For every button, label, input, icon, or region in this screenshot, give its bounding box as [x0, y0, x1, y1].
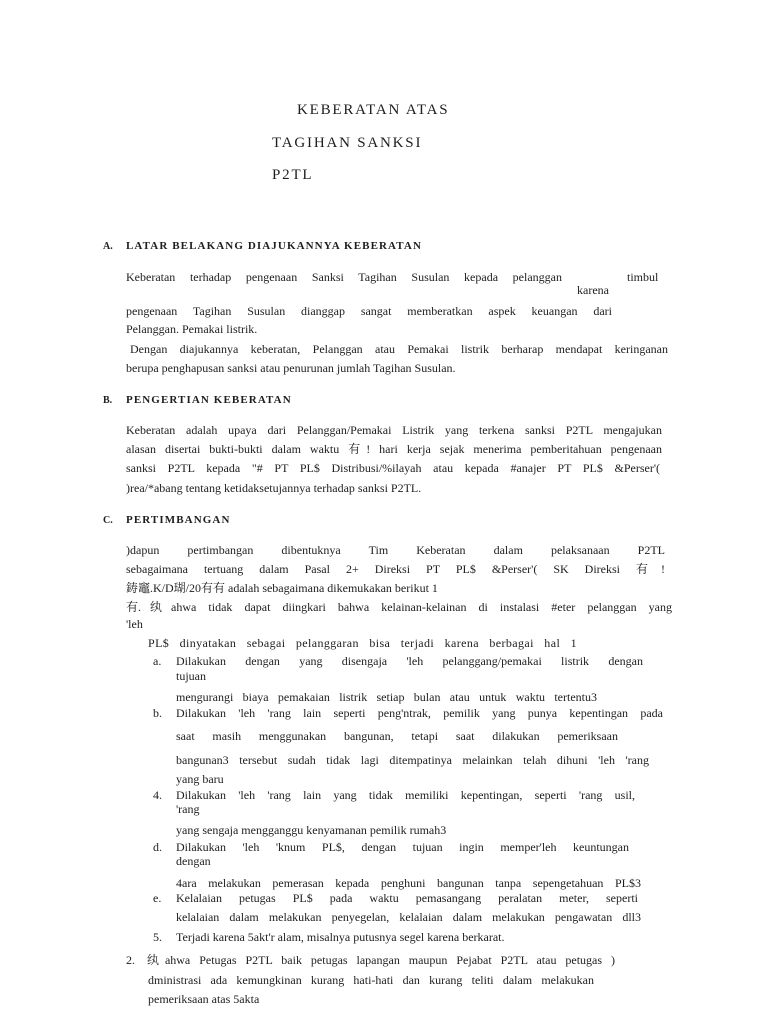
list-item-line: Dilakukan 'leh 'rang lain seperti peng'ntrak, pemilik yang punya kepentingan pada [176, 706, 663, 720]
paragraph-line: )dapun pertimbangan dibentuknya Tim Keberatan dalam pelaksanaan P2TL [126, 543, 665, 557]
document-title-line-2: TAGIHAN SANKSI [272, 135, 423, 151]
list-number: 有. [126, 600, 142, 614]
list-item-line: saat masih menggunakan bangunan, tetapi saat dilakukan pemeriksaan [176, 729, 618, 743]
list-item-line: dministrasi ada kemungkinan kurang hati-hati dan kurang teliti dalam melakukan [148, 973, 594, 987]
list-item-line: yang sengaja mengganggu kenyamanan pemilik rumah3 [176, 823, 447, 837]
section-heading: LATAR BELAKANG DIAJUKANNYA KEBERATAN [126, 240, 422, 252]
list-item-line: mengurangi biaya pemakaian listrik setiap bulan atau untuk waktu tertentu3 [176, 690, 597, 704]
paragraph-line: karena [577, 283, 609, 297]
list-marker: a. [153, 654, 162, 668]
document-title-line-1: KEBERATAN ATAS [297, 102, 450, 118]
list-item-line: pemeriksaan atas 5akta [148, 992, 260, 1006]
paragraph-line: sanksi P2TL kepada "# PT PL$ Distribusi/%ilayah atau kepada #anajer PT PL$ &Perser'( [126, 461, 660, 475]
list-item-line: 'rang [176, 802, 200, 816]
list-item-line: 纨ahwa Petugas P2TL baik petugas lapangan maupun Pejabat P2TL atau petugas ) [147, 953, 615, 967]
document-title-line-3: P2TL [272, 167, 314, 183]
paragraph-line: timbul [627, 270, 659, 284]
list-marker: e. [153, 891, 162, 905]
section-marker: B. [103, 395, 113, 406]
list-item-line: dengan [176, 854, 211, 868]
list-item-line: Terjadi karena 5akt'r alam, misalnya putusnya segel karena berkarat. [176, 930, 505, 944]
list-item-line: 纨ahwa tidak dapat diingkari bahwa kelainan-kelainan di instalasi #eter pelanggan yang [150, 600, 672, 614]
list-marker: 5. [153, 930, 162, 944]
paragraph-line: 鋳竈.K/D瑚/20有有 adalah sebagaimana dikemukakan berikut 1 [126, 581, 438, 595]
list-item-line: kelalaian dalam melakukan penyegelan, kelalaian dalam melakukan pengawatan dll3 [176, 910, 641, 924]
paragraph-line: sebagaimana tertuang dalam Pasal 2+ Direksi PT PL$ &Perser'( SK Direksi 有! [126, 562, 665, 576]
list-item-line: tujuan [176, 669, 206, 683]
section-heading: PERTIMBANGAN [126, 514, 231, 526]
list-item-line: 4ara melakukan pemerasan kepada penghuni bangunan tanpa sepengetahuan PL$3 [176, 876, 641, 890]
list-item-line: Dilakukan 'leh 'rang lain yang tidak memiliki kepentingan, seperti 'rang usil, [176, 788, 635, 802]
paragraph-line: alasan disertai bukti-bukti dalam waktu 有! hari kerja sejak menerima pemberitahuan pengenaan [126, 442, 662, 456]
list-marker: 4. [153, 788, 162, 802]
section-heading: PENGERTIAN KEBERATAN [126, 394, 292, 406]
list-item-line: Dilakukan 'leh 'knum PL$, dengan tujuan ingin memper'leh keuntungan [176, 840, 629, 854]
list-number: 2. [126, 953, 135, 967]
paragraph-line: Keberatan terhadap pengenaan Sanksi Tagihan Susulan kepada pelanggan [126, 270, 562, 284]
paragraph-line: berupa penghapusan sanksi atau penurunan jumlah Tagihan Susulan. [126, 361, 456, 375]
list-item-line: 'leh [126, 617, 143, 631]
list-item-line: Kelalaian petugas PL$ pada waktu pemasangang peralatan meter, seperti [176, 891, 638, 905]
list-item-line: yang baru [176, 772, 224, 786]
paragraph-line: Pelanggan. Pemakai listrik. [126, 322, 258, 336]
list-marker: d. [153, 840, 162, 854]
list-item-line: bangunan3 tersebut sudah tidak lagi ditempatinya melainkan telah dihuni 'leh 'rang [176, 753, 649, 767]
section-marker: A. [103, 241, 113, 252]
list-item-line: Dilakukan dengan yang disengaja 'leh pelanggang/pemakai listrik dengan [176, 654, 643, 668]
list-marker: b. [153, 706, 162, 720]
paragraph-line: )rea/*abang tentang ketidaksetujannya terhadap sanksi P2TL. [126, 481, 422, 495]
paragraph-line: Keberatan adalah upaya dari Pelanggan/Pemakai Listrik yang terkena sanksi P2TL mengajukan [126, 423, 662, 437]
list-item-line: PL$ dinyatakan sebagai pelanggaran bisa terjadi karena berbagai hal 1 [148, 636, 577, 650]
paragraph-line: Dengan diajukannya keberatan, Pelanggan atau Pemakai listrik berharap mendapat keringanan [130, 342, 668, 356]
paragraph-line: pengenaan Tagihan Susulan dianggap sangat memberatkan aspek keuangan dari [126, 304, 612, 318]
section-marker: C. [103, 515, 113, 526]
